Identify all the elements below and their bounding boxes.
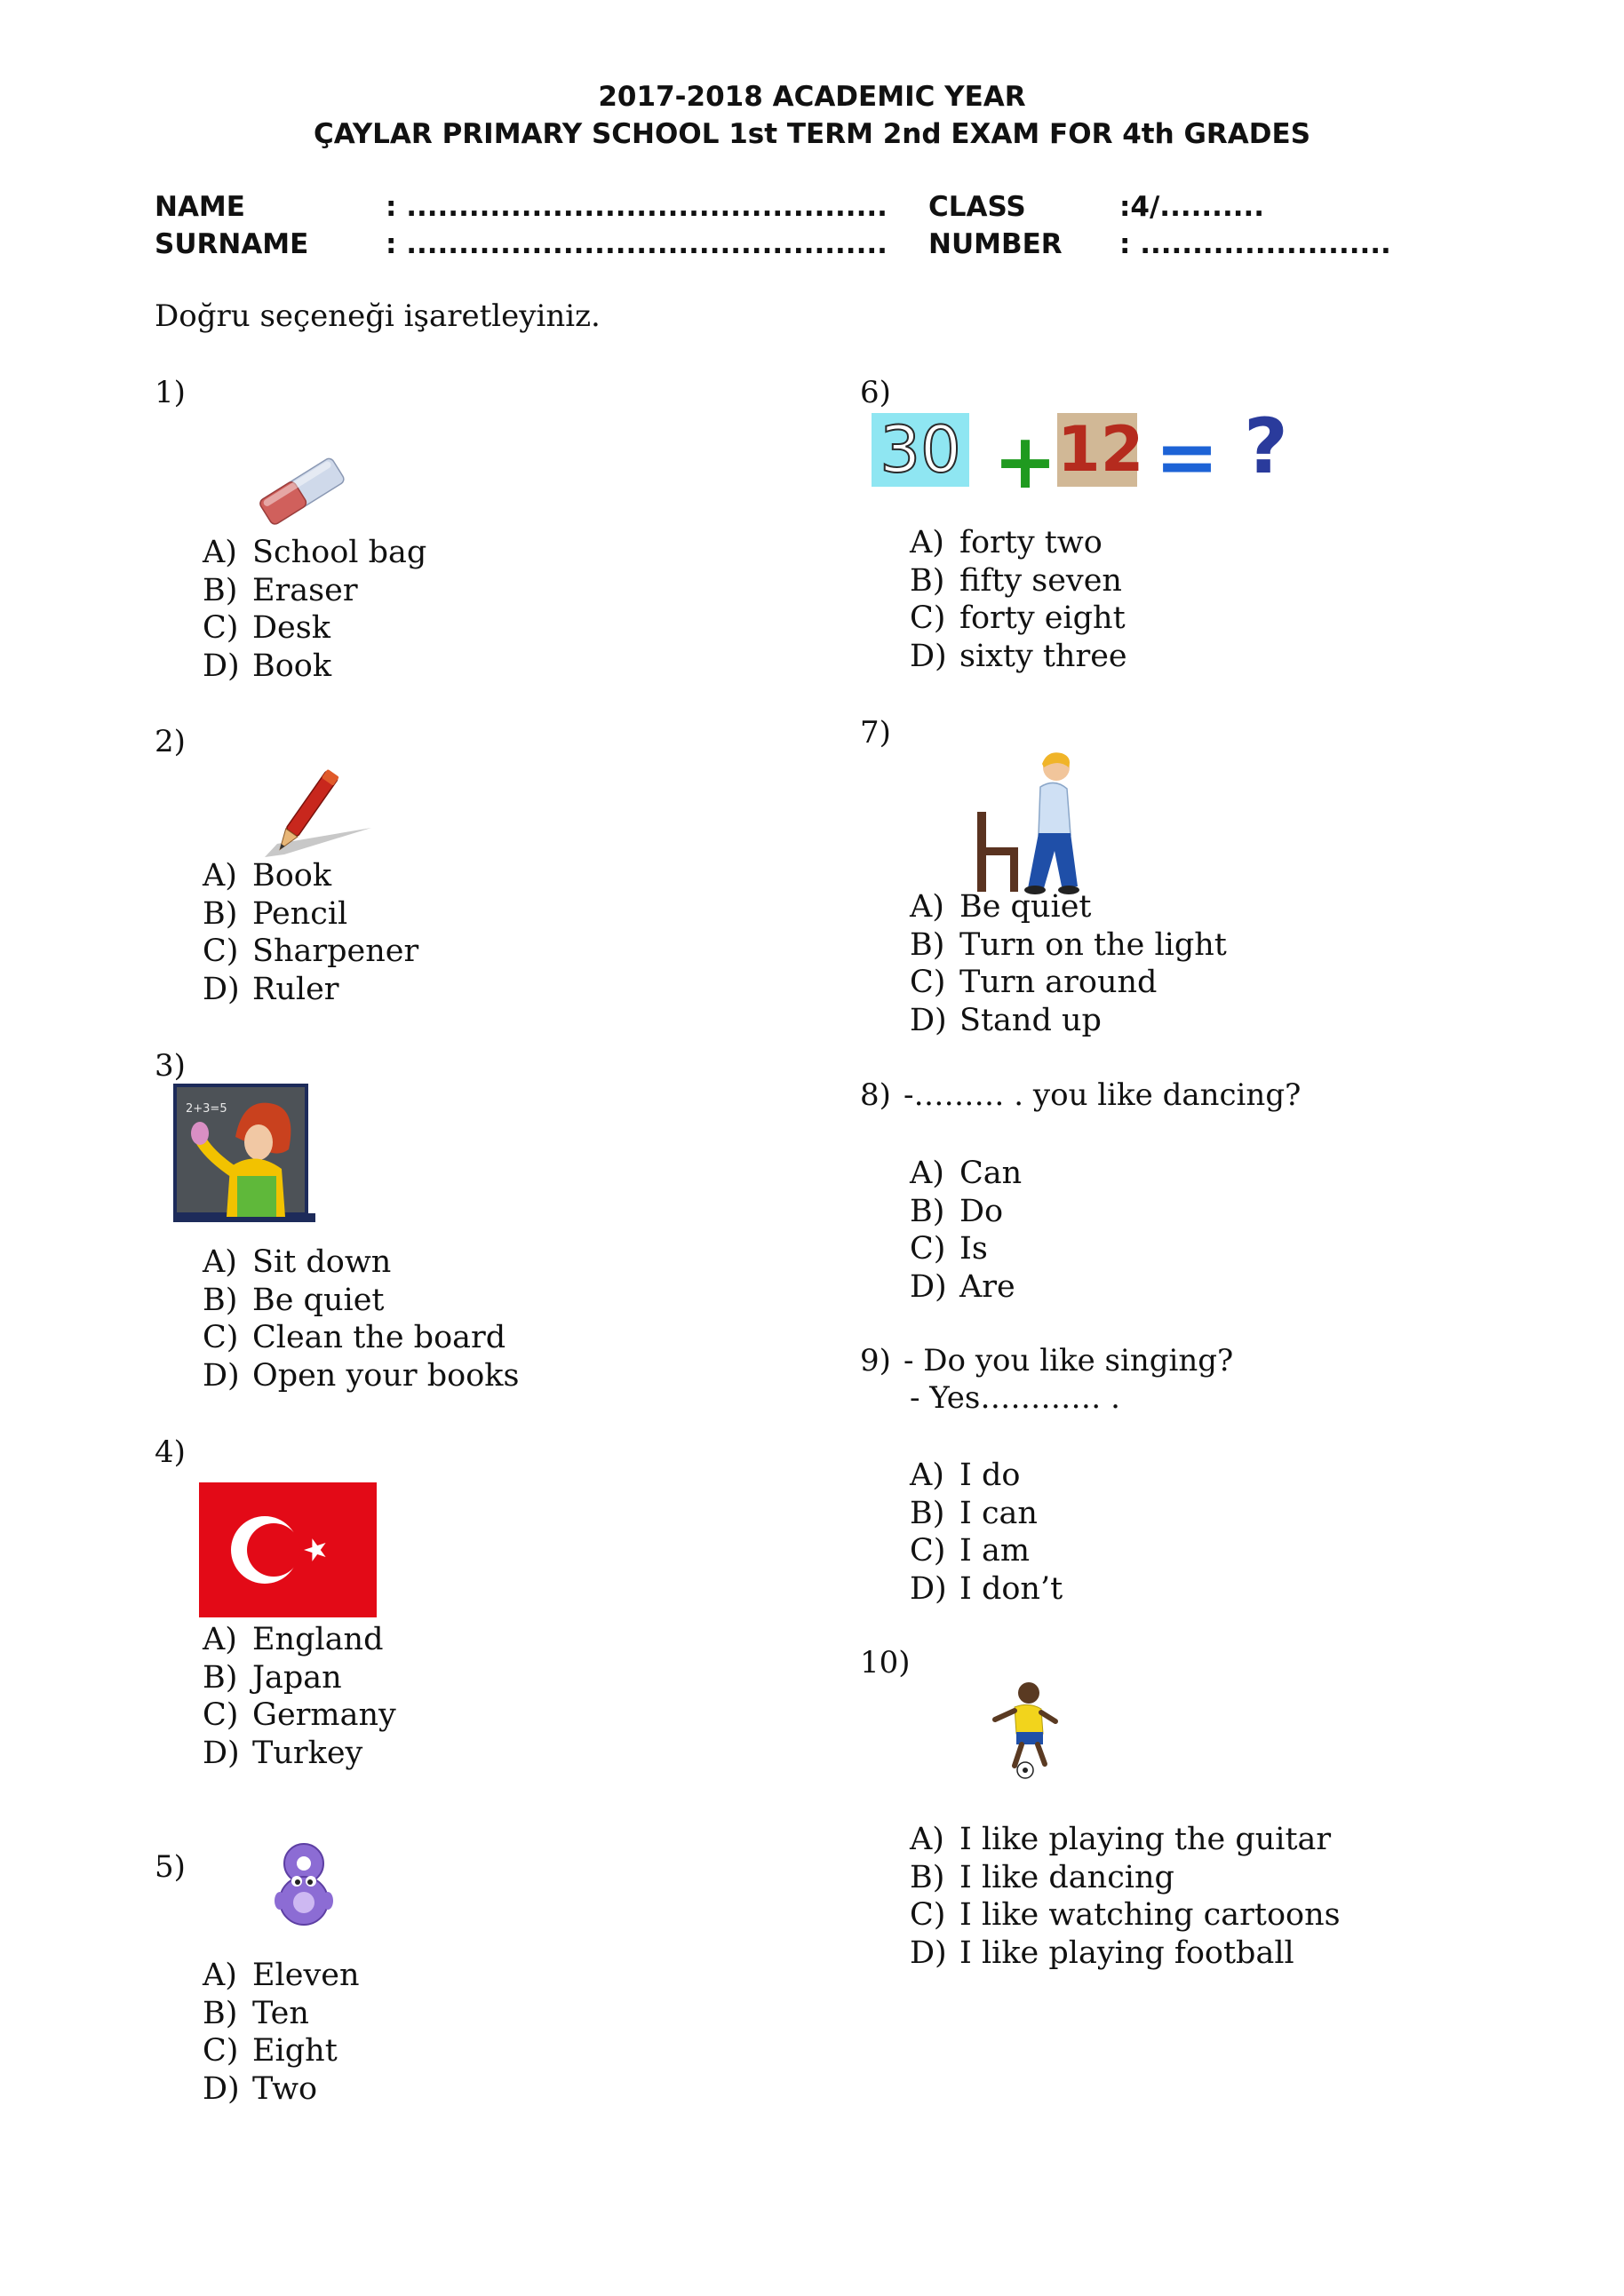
option-b[interactable]: B) Pencil — [203, 895, 348, 932]
exam-title-line2: ÇAYLAR PRIMARY SCHOOL 1st TERM 2nd EXAM FOR 4th GRADES — [313, 118, 1311, 150]
option-d[interactable]: D) Two — [203, 2070, 318, 2107]
number-label: NUMBER — [928, 228, 1063, 260]
option-c[interactable]: C) Sharpener — [203, 933, 419, 969]
question-8-options — [910, 1155, 1022, 1306]
option-c[interactable]: C) Is — [910, 1231, 988, 1267]
class-label: CLASS — [928, 191, 1026, 223]
option-a[interactable]: A) I do — [910, 1458, 1021, 1493]
number-30-tile — [872, 413, 969, 487]
question-9-line2: - Yes………… . — [910, 1380, 1120, 1416]
question-1-options — [203, 534, 426, 685]
option-d[interactable]: D) Book — [203, 647, 332, 684]
turkey-flag-image — [199, 1482, 377, 1621]
question-7-options — [910, 888, 1227, 1039]
option-b[interactable]: B) I like dancing — [910, 1859, 1174, 1895]
option-d[interactable]: D) Turkey — [203, 1735, 363, 1771]
number-30: 30 — [880, 412, 961, 487]
number-eight-character-image — [271, 1839, 338, 1931]
boy-standing-up-image — [973, 748, 1088, 898]
option-a[interactable]: A) Sit down — [203, 1244, 392, 1280]
option-a[interactable]: A) forty two — [910, 525, 1103, 560]
question-9-number: 9) — [860, 1343, 891, 1378]
option-b[interactable]: B) fifty seven — [910, 562, 1122, 599]
option-c[interactable]: C) Desk — [203, 610, 330, 646]
option-b[interactable]: B) Ten — [203, 1995, 309, 2031]
instruction: Doğru seçeneği işaretleyiniz. — [155, 298, 601, 334]
option-c[interactable]: C) Germany — [203, 1697, 396, 1733]
question-9-line1: - Do you like singing? — [904, 1343, 1234, 1378]
question-mark: ? — [1244, 402, 1288, 491]
option-d[interactable]: D) Are — [910, 1268, 1015, 1305]
question-2-number: 2) — [155, 724, 186, 759]
name-label: NAME — [155, 191, 245, 223]
number-12: 12 — [1057, 413, 1144, 486]
class-field[interactable]: :4/.......... — [1119, 191, 1265, 223]
question-6-number: 6) — [860, 375, 891, 410]
question-3-options — [203, 1243, 519, 1394]
question-6-options — [910, 524, 1127, 675]
option-a[interactable]: A) England — [203, 1622, 384, 1657]
surname-field[interactable]: : .............................................. — [386, 228, 888, 260]
question-3-number: 3) — [155, 1048, 186, 1084]
option-c[interactable]: C) Clean the board — [203, 1320, 506, 1355]
question-4-number: 4) — [155, 1434, 186, 1470]
option-a[interactable]: A) Can — [910, 1156, 1023, 1191]
question-10-options — [910, 1821, 1341, 1972]
option-a[interactable]: A) I like playing the guitar — [910, 1822, 1332, 1857]
question-8-number: 8) — [860, 1077, 891, 1113]
name-field[interactable]: : .............................................. — [386, 191, 888, 223]
option-b[interactable]: B) Turn on the light — [910, 926, 1227, 963]
surname-label: SURNAME — [155, 228, 309, 260]
option-c[interactable]: C) Turn around — [910, 965, 1158, 1000]
question-5-options — [203, 1957, 359, 2108]
question-8-text: -……… . you like dancing? — [904, 1077, 1302, 1113]
option-c[interactable]: C) I like watching cartoons — [910, 1897, 1341, 1933]
option-b[interactable]: B) Japan — [203, 1659, 342, 1696]
option-d[interactable]: D) Open your books — [203, 1357, 520, 1394]
question-10-number: 10) — [860, 1645, 911, 1680]
svg-text:2+3=5: 2+3=5 — [186, 1102, 227, 1116]
girl-cleaning-board-image — [173, 1084, 315, 1227]
option-a[interactable]: A) School bag — [203, 535, 427, 570]
option-c[interactable]: C) Eight — [203, 2033, 338, 2069]
equals-sign: = — [1155, 413, 1220, 502]
plus-sign: + — [993, 417, 1058, 506]
option-d[interactable]: D) Stand up — [910, 1002, 1102, 1038]
boy-playing-football-image — [986, 1679, 1062, 1784]
option-a[interactable]: A) Be quiet — [910, 889, 1092, 925]
option-d[interactable]: D) I like playing football — [910, 1935, 1294, 1971]
number-field[interactable]: : ........................ — [1119, 228, 1391, 260]
question-7-number: 7) — [860, 715, 891, 751]
option-d[interactable]: D) I don’t — [910, 1570, 1063, 1607]
exam-title-line1: 2017-2018 ACADEMIC YEAR — [598, 81, 1026, 113]
question-1-number: 1) — [155, 375, 186, 410]
question-5-number: 5) — [155, 1849, 186, 1885]
option-c[interactable]: C) forty eight — [910, 600, 1126, 636]
option-b[interactable]: B) Be quiet — [203, 1282, 385, 1318]
pencil-image — [258, 755, 378, 865]
option-d[interactable]: D) Ruler — [203, 971, 339, 1007]
option-b[interactable]: B) I can — [910, 1495, 1038, 1531]
option-a[interactable]: A) Book — [203, 858, 332, 894]
option-b[interactable]: B) Do — [910, 1193, 1004, 1229]
number-12-tile — [1057, 413, 1144, 487]
option-d[interactable]: D) sixty three — [910, 638, 1127, 674]
eraser-image — [251, 453, 349, 532]
question-4-options — [203, 1621, 396, 1772]
question-9-options — [910, 1457, 1063, 1608]
option-c[interactable]: C) I am — [910, 1533, 1031, 1569]
question-2-options — [203, 857, 418, 1008]
option-b[interactable]: B) Eraser — [203, 572, 358, 608]
option-a[interactable]: A) Eleven — [203, 1958, 360, 1993]
